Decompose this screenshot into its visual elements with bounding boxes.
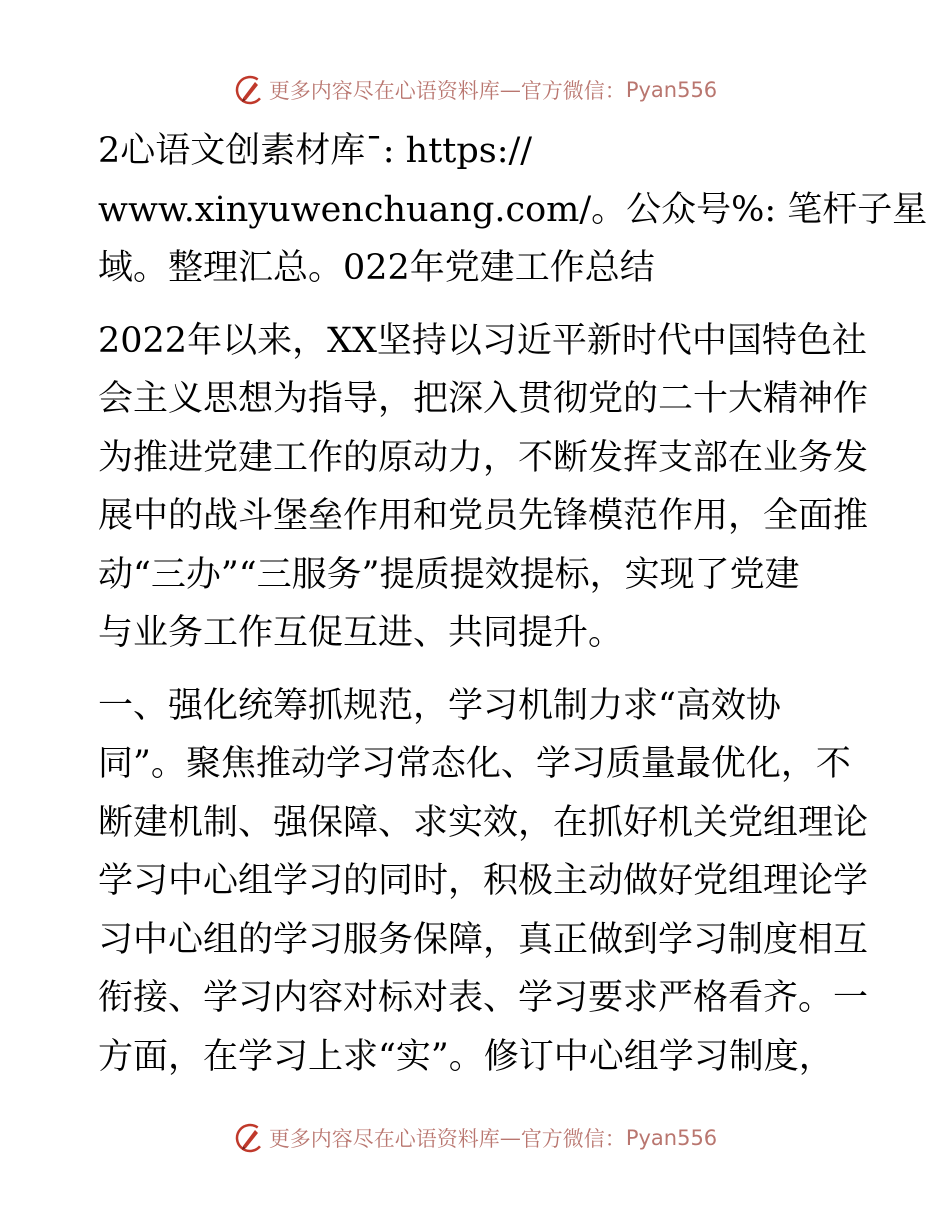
- text-line: 为推进党建工作的原动力，不断发挥支部在业务发: [98, 437, 869, 478]
- watermark-wechat-id: Pyan556: [625, 78, 718, 102]
- text-line: 展中的战斗堡垒作用和党员先锋模范作用，全面推: [98, 496, 869, 536]
- pen-logo-icon: [233, 73, 267, 107]
- text-line: 动“三办”“三服务”提质提效提标，实现了党建: [98, 554, 800, 595]
- watermark-wechat-id: Pyan556: [625, 1126, 718, 1150]
- text-line: 断建机制、强保障、求实效，在抓好机关党组理论: [98, 802, 869, 843]
- text-line: 学习中心组学习的同时，积极主动做好党组理论学: [98, 861, 869, 901]
- watermark-dash: —: [499, 1126, 521, 1150]
- pen-logo-icon: [233, 1121, 267, 1155]
- text-line: 会主义思想为指导，把深入贯彻党的二十大精神作: [98, 379, 869, 419]
- watermark-text-main: 更多内容尽在心语资料库: [268, 79, 500, 103]
- watermark-wechat-label: 官方微信：: [520, 1127, 626, 1151]
- watermark-text-main: 更多内容尽在心语资料库: [268, 1127, 500, 1151]
- text-line: 习中心组的学习服务保障，真正做到学习制度相互: [98, 919, 869, 960]
- paragraph-intro: [98, 122, 928, 298]
- text-line: 域。整理汇总。022年党建工作总结: [98, 248, 655, 288]
- text-line: 衔接、学习内容对标对表、学习要求严格看齐。一: [98, 978, 869, 1018]
- header-watermark: [0, 70, 950, 110]
- text-line: 2心语文创素材库¯: https://: [98, 131, 533, 171]
- paragraph-summary: [98, 312, 869, 663]
- watermark-dash: —: [499, 78, 521, 102]
- watermark-wechat-label: 官方微信：: [520, 79, 626, 103]
- text-line: 与业务工作互促互进、共同提升。: [98, 613, 624, 653]
- paragraph-section-one: [98, 677, 869, 1087]
- footer-watermark: [0, 1118, 950, 1158]
- text-line: 同”。聚焦推动学习常态化、学习质量最优化，不: [98, 744, 851, 784]
- text-line: 方面，在学习上求“实”。修订中心组学习制度，: [98, 1036, 834, 1077]
- document-body: [98, 122, 928, 1086]
- text-line: 一、强化统筹抓规范，学习机制力求“高效协: [98, 685, 781, 726]
- text-line: 2022年以来，XX坚持以习近平新时代中国特色社: [98, 320, 867, 361]
- text-line: www.xinyuwenchuang.com/。公众号%: 笔杆子星: [98, 189, 928, 230]
